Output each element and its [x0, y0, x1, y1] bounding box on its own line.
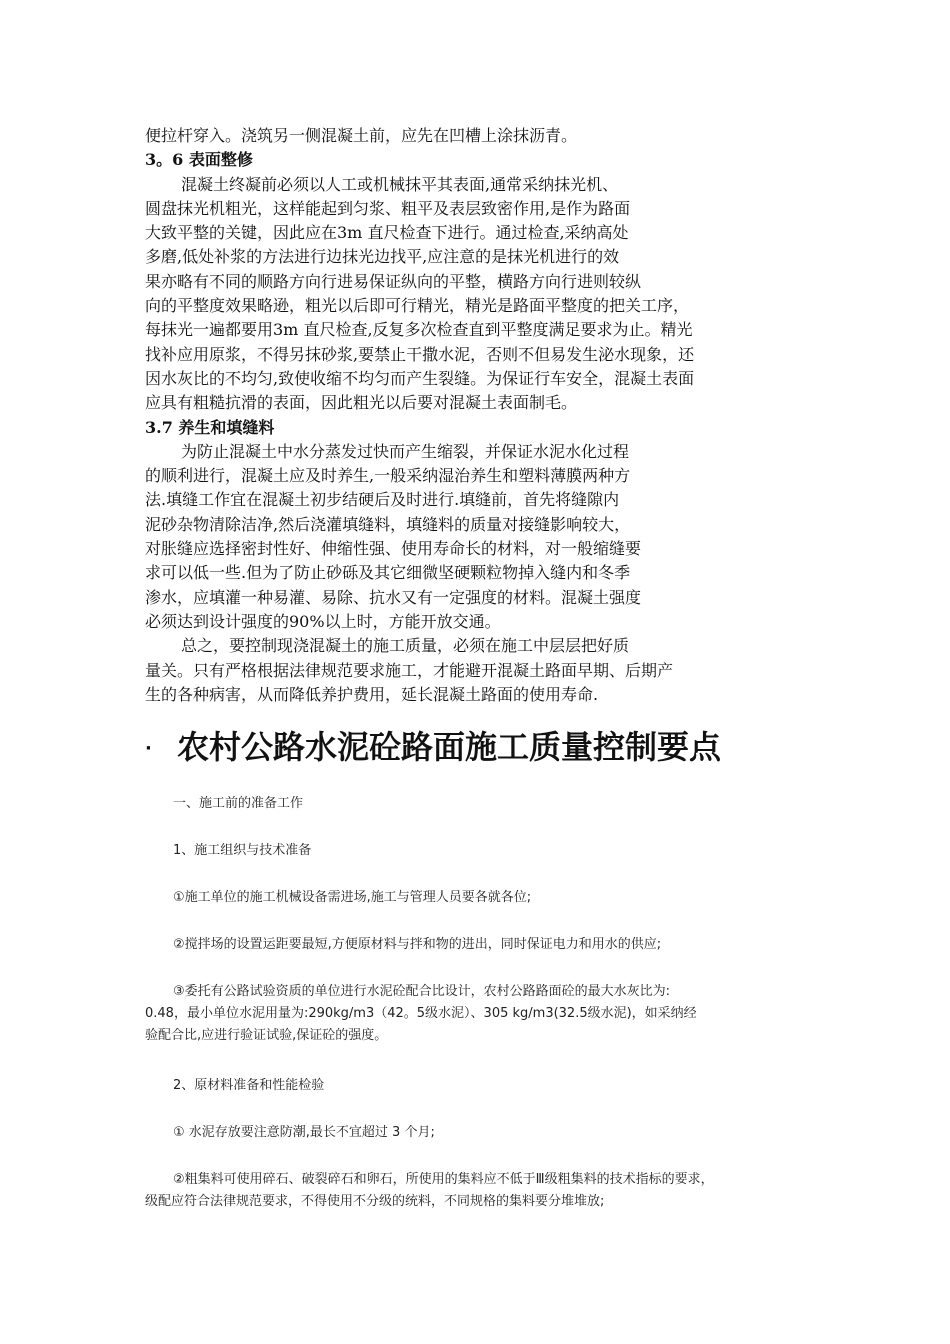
text-line: 应具有粗糙抗滑的表面，因此粗光以后要对混凝土表面制毛。	[145, 393, 578, 413]
text-line: 大致平整的关键，因此应在3m 直尺检查下进行。通过检查,采纳高处	[145, 223, 629, 243]
text-line: 求可以低一些.但为了防止砂砾及其它细微坚硬颗粒物掉入缝内和冬季	[145, 563, 631, 583]
text-line: 圆盘抹光机粗光，这样能起到匀浆、粗平及表层致密作用,是作为路面	[145, 198, 631, 218]
text-line: ②粗集料可使用碎石、破裂碎石和卵石，所使用的集料应不低于Ⅲ级粗集料的技术指标的要求，	[173, 1172, 714, 1187]
document-title	[145, 722, 721, 772]
section-heading: 3.7 养生和填缝料	[145, 417, 275, 437]
title-text: 农村公路水泥砼路面施工质量控制要点	[177, 728, 722, 766]
text-line: 的顺利进行，混凝土应及时养生,一般采纳湿治养生和塑料薄膜两种方	[145, 466, 631, 486]
text-line: 果亦略有不同的顺路方向行进易保证纵向的平整，横路方向行进则较纵	[145, 271, 642, 291]
upper-section	[145, 124, 835, 707]
list-item: ①施工单位的施工机械设备需进场,施工与管理人员要各就各位;	[173, 890, 532, 905]
text-line: 对胀缝应选择密封性好、伸缩性强、使用寿命长的材料，对一般缩缝要	[145, 539, 642, 559]
text-line: 找补应用原浆，不得另抹砂浆,要禁止干撒水泥，否则不但易发生泌水现象，还	[145, 344, 695, 364]
list-item: ① 水泥存放要注意防潮,最长不宜超过 3 个月;	[173, 1125, 435, 1140]
text-line: 量关。只有严格根据法律规范要求施工，才能避开混凝土路面早期、后期产	[145, 660, 674, 680]
text-line: 总之，要控制现浇混凝土的施工质量，必须在施工中层层把好质	[181, 636, 630, 656]
text-line: 法.填缝工作宜在混凝土初步结硬后及时进行.填缝前，首先将缝隙内	[145, 490, 620, 510]
outline-item: 2、原材料准备和性能检验	[173, 1078, 325, 1093]
list-item	[145, 981, 835, 1047]
text-line: 0.48，最小单位水泥用量为:290kg/m3（42。5级水泥）、305 kg/m3(32.5级水泥)，如采纳经	[145, 1006, 697, 1021]
outline-item: 一、施工前的准备工作	[173, 796, 304, 811]
text-line: 混凝土终凝前必须以人工或机械抹平其表面,通常采纳抹光机、	[181, 174, 619, 194]
text-line: 泥砂杂物清除洁净,然后浇灌填缝料，填缝料的质量对接缝影响较大，	[145, 514, 631, 534]
bullet-icon: ·	[145, 738, 152, 759]
section-heading: 3。6 表面整修	[145, 150, 253, 170]
text-line: 必须达到设计强度的90%以上时，方能开放交通。	[145, 611, 501, 631]
text-line: 级配应符合法律规范要求，不得使用不分级的统料，不同规格的集料要分堆堆放;	[145, 1194, 605, 1209]
text-line: 多磨,低处补浆的方法进行边抹光边找平,应注意的是抹光机进行的效	[145, 247, 620, 267]
text-line: 每抹光一遍都要用3m 直尺检查,反复多次检查直到平整度满足要求为止。精光	[145, 320, 693, 340]
text-line: 验配合比,应进行验证试验,保证砼的强度。	[145, 1028, 388, 1043]
list-item: ②搅拌场的设置运距要最短,方便原材料与拌和物的进出，同时保证电力和用水的供应;	[173, 937, 662, 952]
text-line: 便拉杆穿入。浇筑另一侧混凝土前，应先在凹槽上涂抹沥青。	[145, 126, 578, 145]
outline-item: 1、施工组织与技术准备	[173, 843, 312, 858]
text-line: ③委托有公路试验资质的单位进行水泥砼配合比设计，农村公路路面砼的最大水灰比为:	[173, 984, 671, 999]
text-line: 渗水，应填灌一种易灌、易除、抗水又有一定强度的材料。混凝土强度	[145, 587, 642, 607]
text-line: 因水灰比的不均匀,致使收缩不均匀而产生裂缝。为保证行车安全，混凝土表面	[145, 368, 695, 388]
list-item	[145, 1169, 835, 1213]
text-line: 生的各种病害，从而降低养护费用，延长混凝土路面的使用寿命.	[145, 684, 599, 704]
text-line: 为防止混凝土中水分蒸发过快而产生缩裂，并保证水泥水化过程	[181, 441, 630, 461]
text-line: 向的平整度效果略逊，粗光以后即可行精光，精光是路面平整度的把关工序，	[145, 296, 690, 316]
